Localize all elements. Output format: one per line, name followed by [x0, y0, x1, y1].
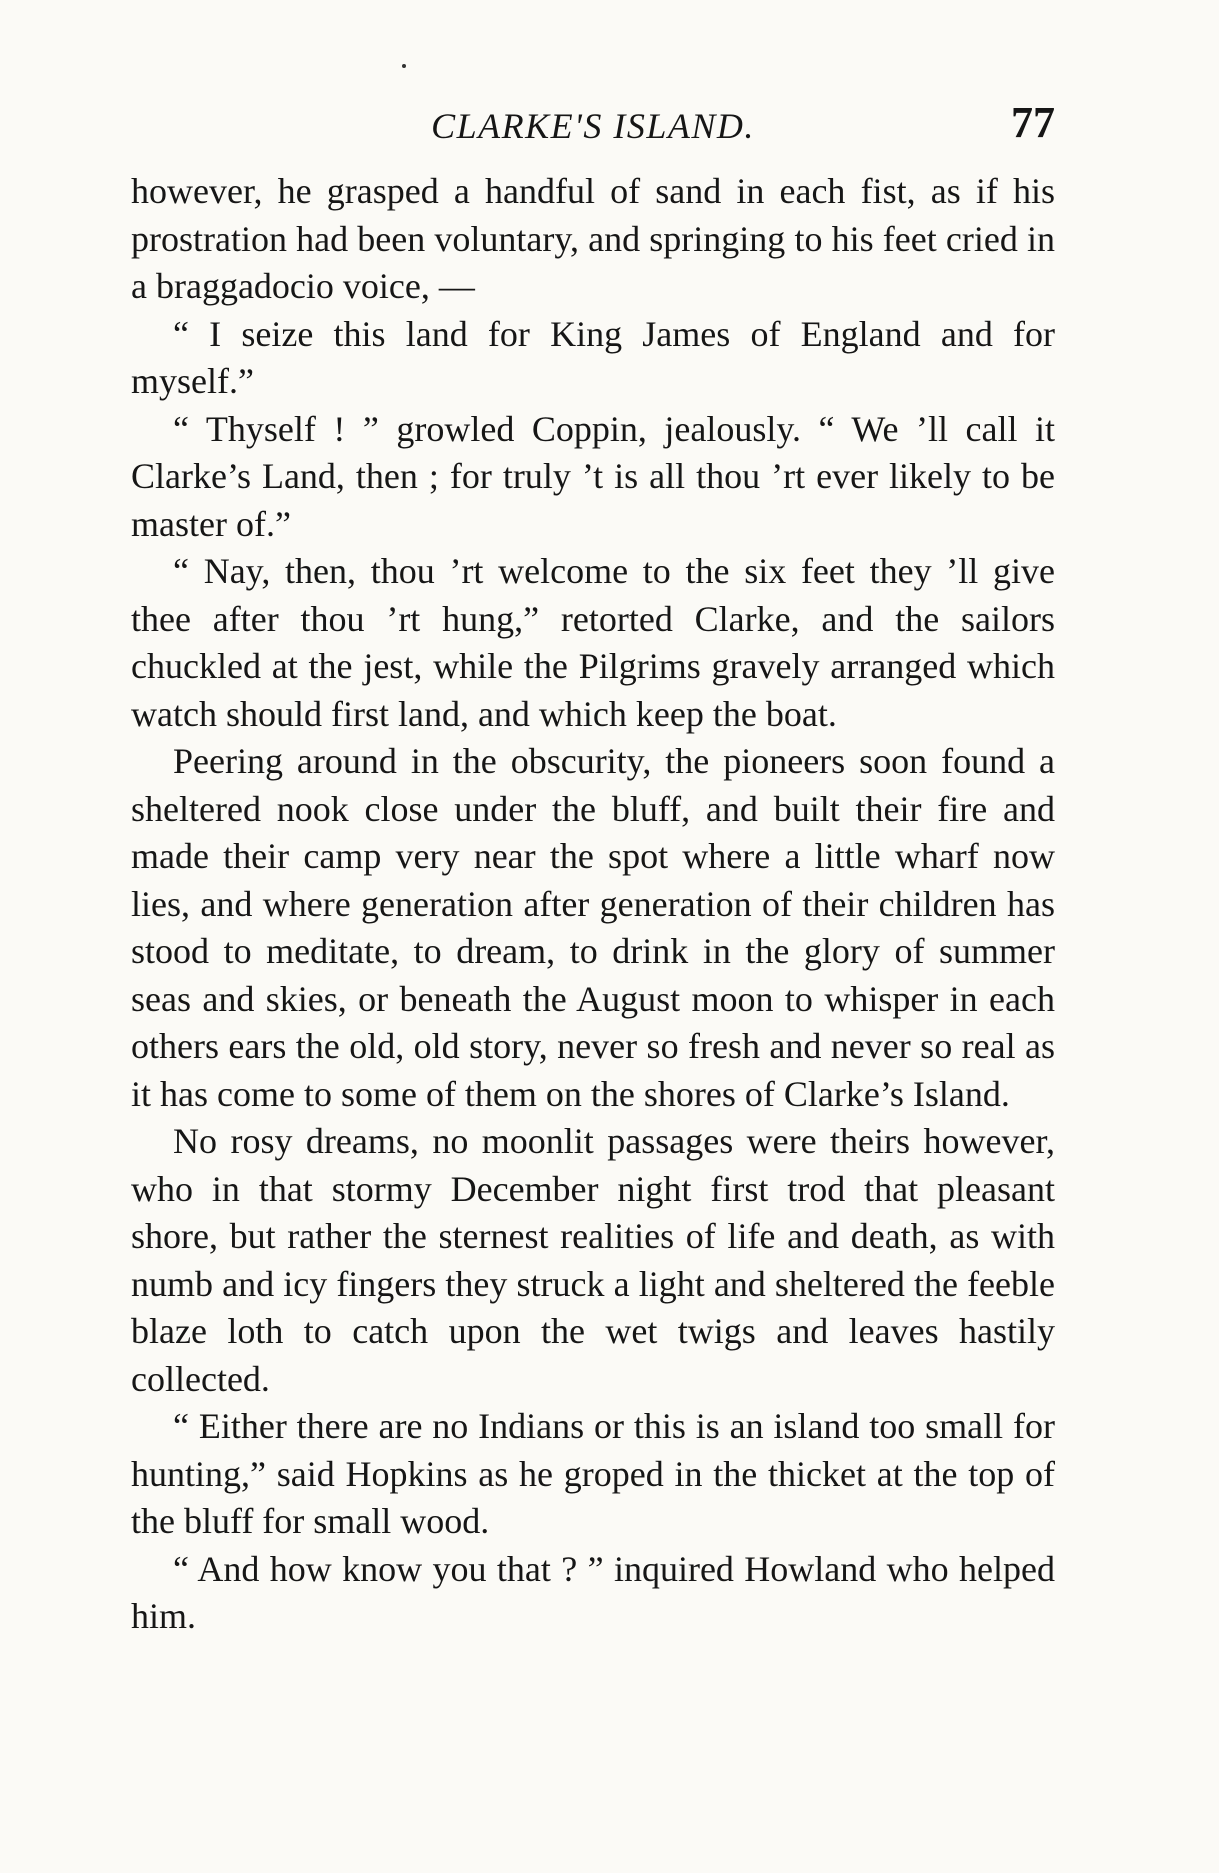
paragraph-3: “ Thyself ! ” growled Coppin, jealously. “ We ’ll call it Clarke’s Land, then ; for truly ’t is all thou ’rt ever likely to be master of.”	[131, 408, 1055, 544]
page-number: 77	[1011, 98, 1055, 147]
paragraph-4: “ Nay, then, thou ’rt welcome to the six feet they ’ll give thee after thou ’rt hung,” retorted Clarke, and the sailors chuckled at the jest, while the Pilgrims gravely arranged which watch should first land, and which keep the boat.	[131, 551, 1055, 734]
paragraph-7: “ Either there are no Indians or this is an island too small for hunting,” said Hopkins as he groped in the thicket at the top of the bluff for small wood.	[131, 1406, 1055, 1541]
running-head: CLARKE'S ISLAND.	[431, 106, 755, 146]
paragraph-2: “ I seize this land for King James of England and for myself.”	[131, 313, 1055, 401]
ink-speck	[402, 64, 406, 68]
paragraph-6: No rosy dreams, no moonlit passages were theirs however, who in that stormy December night first trod that pleasant shore, but rather the sternest realities of life and death, as with numb and icy fingers they struck a light and sheltered the feeble blaze loth to catch upon the wet twigs and leaves hastily collected.	[131, 1121, 1055, 1399]
page-header	[131, 95, 1055, 165]
paragraph-5: Peering around in the obscurity, the pioneers soon found a sheltered nook close under the bluff, and built their fire and made their camp very near the spot where a little wharf now lies, and where generation after generation of their children has stood to meditate, to dream, to drink in the glory of summer seas and skies, or beneath the August moon to whisper in each others ears the old, old story, never so fresh and never so real as it has come to some of them on the shores of Clarke’s Island.	[131, 741, 1055, 1114]
body-text	[131, 168, 1055, 1641]
paragraph-8: “ And how know you that ? ” inquired Howland who helped him.	[131, 1548, 1055, 1636]
paragraph-1: however, he grasped a handful of sand in each fist, as if his prostration had been voluntary, and springing to his feet cried in a braggadocio voice, —	[131, 171, 1055, 306]
